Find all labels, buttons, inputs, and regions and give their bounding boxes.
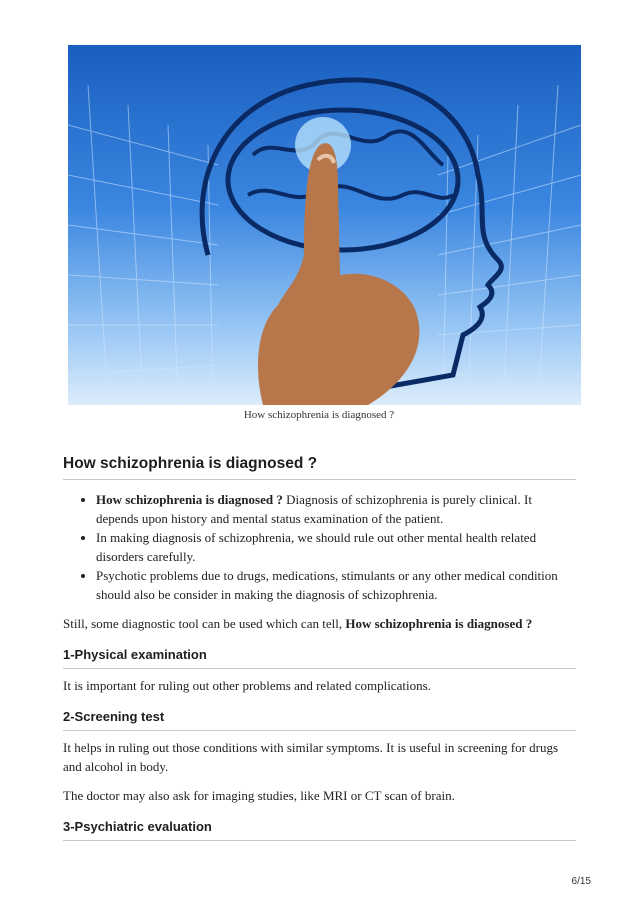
diagnosis-bullet-list [63, 490, 576, 604]
physical-heading: 1-Physical examination [63, 647, 576, 669]
list-item [96, 528, 576, 566]
psychiatric-heading: 3-Psychiatric evaluation [63, 819, 576, 841]
bullet-text: In making diagnosis of schizophrenia, we should rule out other mental health related disorders carefully. [96, 530, 537, 564]
brain-finger-illustration [68, 45, 581, 405]
bullet-text: Diagnosis of schizophrenia is purely clinical. It depends upon history and mental status examination of the patient. [96, 492, 532, 526]
bullet-bold-lead: How schizophrenia is diagnosed ? [96, 492, 283, 507]
still-paragraph [63, 614, 576, 633]
screening-text-1: It helps in ruling out those conditions with similar symptoms. It is useful in screening for drugs and alcohol in body. [63, 740, 559, 774]
figure-caption: How schizophrenia is diagnosed ? [243, 409, 395, 421]
article-body [63, 455, 576, 841]
list-item [96, 490, 576, 528]
still-text: Still, some diagnostic tool can be used which can tell, [63, 616, 346, 631]
brain-illustration-image [68, 45, 581, 405]
physical-text: It is important for ruling out other problems and related complications. [63, 678, 431, 693]
section-heading: How schizophrenia is diagnosed ? [63, 455, 576, 480]
still-bold: How schizophrenia is diagnosed ? [345, 616, 533, 631]
bullet-text: Psychotic problems due to drugs, medications, stimulants or any other medical condition should also be consider in making the diagnosis of schizophrenia. [96, 568, 558, 602]
screening-heading: 2-Screening test [63, 709, 576, 731]
screening-text-2: The doctor may also ask for imaging studies, like MRI or CT scan of brain. [63, 788, 455, 803]
page-number: 6/15 [571, 876, 591, 887]
list-item [96, 566, 576, 604]
